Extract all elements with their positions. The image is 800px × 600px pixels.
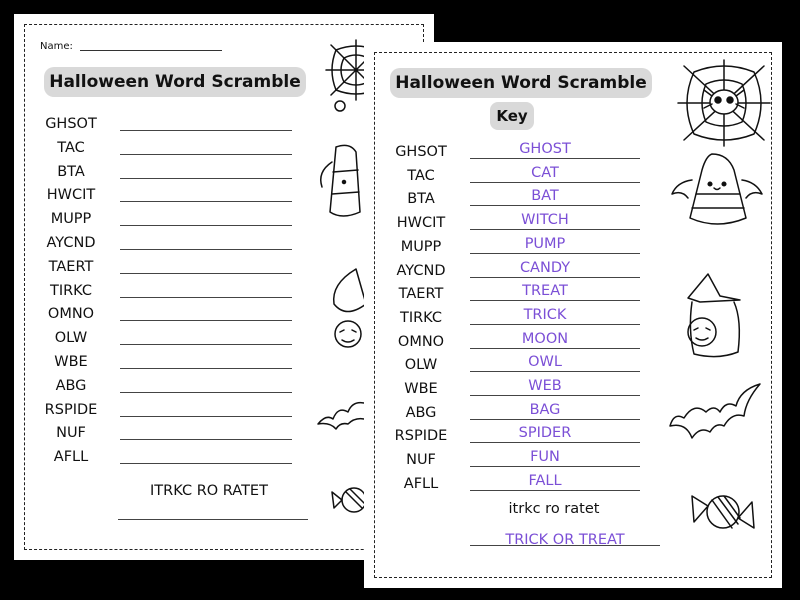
bonus-scramble-phrase: itrkc ro ratet bbox=[508, 501, 600, 517]
answer-line[interactable] bbox=[120, 297, 292, 298]
scrambled-word: TAC bbox=[57, 139, 85, 156]
worksheet-row bbox=[14, 185, 314, 207]
name-label: Name: bbox=[40, 41, 73, 52]
answer-word: CANDY bbox=[519, 259, 571, 276]
worksheet-row bbox=[14, 376, 314, 398]
wrapped-candy-icon bbox=[332, 480, 368, 520]
key-row bbox=[364, 142, 664, 164]
scrambled-word: NUF bbox=[56, 425, 86, 442]
scrambled-word: OMNO bbox=[47, 306, 95, 323]
scrambled-word: HWCIT bbox=[396, 215, 446, 232]
answer-line[interactable] bbox=[120, 439, 292, 440]
scrambled-word: AYCND bbox=[46, 235, 96, 251]
answer-line[interactable] bbox=[120, 368, 292, 369]
scrambled-word: RSPIDE bbox=[44, 401, 98, 418]
scrambled-word: WBE bbox=[404, 381, 438, 397]
bonus-answer: TRICK OR TREAT bbox=[505, 532, 625, 548]
candy-corn-icon bbox=[322, 142, 362, 222]
answer-word: SPIDER bbox=[518, 425, 572, 442]
answer-word: GHOST bbox=[519, 141, 571, 157]
name-input-line[interactable] bbox=[80, 50, 222, 51]
answer-line[interactable] bbox=[120, 130, 292, 131]
bonus-answer-line[interactable] bbox=[118, 519, 308, 520]
answer-word: OWL bbox=[528, 354, 562, 371]
answer-key-page bbox=[364, 42, 782, 588]
scrambled-word: TIRKC bbox=[399, 309, 443, 326]
key-row bbox=[364, 261, 664, 283]
answer-word: FUN bbox=[530, 449, 560, 466]
answer-line[interactable] bbox=[120, 249, 292, 250]
candy-corn-icon bbox=[672, 150, 762, 230]
answer-word: WEB bbox=[528, 378, 562, 394]
ghost-witch-icon bbox=[678, 270, 748, 360]
scrambled-word: TAERT bbox=[48, 258, 94, 275]
answer-word: BAG bbox=[529, 401, 561, 418]
worksheet-row bbox=[14, 114, 314, 136]
answer-word: FALL bbox=[528, 472, 562, 489]
bonus-scramble-phrase: ITRKC RO RATET bbox=[150, 483, 268, 499]
worksheet-row bbox=[14, 447, 314, 469]
answer-word: TRICK bbox=[523, 306, 567, 323]
answer-word: WITCH bbox=[521, 212, 569, 229]
key-row bbox=[364, 166, 664, 188]
worksheet-row bbox=[14, 209, 314, 231]
worksheet-row bbox=[14, 257, 314, 279]
wrapped-candy-icon bbox=[688, 482, 758, 542]
bat-icon bbox=[318, 394, 368, 434]
answer-word: MOON bbox=[521, 330, 569, 347]
scrambled-word: TIRKC bbox=[49, 282, 93, 299]
key-title: Halloween Word Scramble bbox=[390, 68, 652, 98]
answer-word: CAT bbox=[531, 164, 559, 181]
spider-icon bbox=[704, 82, 744, 122]
worksheet-row bbox=[14, 233, 314, 255]
worksheet-row bbox=[14, 352, 314, 374]
scrambled-word: OLW bbox=[54, 330, 88, 347]
scrambled-word: ABG bbox=[55, 377, 87, 394]
scrambled-word: AYCND bbox=[396, 262, 446, 279]
key-row bbox=[364, 474, 664, 496]
key-row bbox=[364, 308, 664, 330]
key-row bbox=[364, 213, 664, 235]
answer-line[interactable] bbox=[120, 392, 292, 393]
key-label: Key bbox=[490, 102, 534, 130]
key-row bbox=[364, 403, 664, 425]
worksheet-row bbox=[14, 138, 314, 160]
scrambled-word: RSPIDE bbox=[394, 428, 448, 445]
worksheet-row bbox=[14, 423, 314, 445]
key-row bbox=[364, 189, 664, 211]
scrambled-word: ABG bbox=[405, 404, 437, 421]
answer-line[interactable] bbox=[120, 225, 292, 226]
answer-line[interactable] bbox=[120, 178, 292, 179]
scrambled-word: MUPP bbox=[400, 238, 442, 255]
worksheet-row bbox=[14, 281, 314, 303]
bat-icon bbox=[670, 382, 760, 446]
scrambled-word: BTA bbox=[407, 191, 435, 208]
answer-line[interactable] bbox=[120, 320, 292, 321]
answer-line[interactable] bbox=[120, 416, 292, 417]
key-row bbox=[364, 426, 664, 448]
scrambled-word: TAERT bbox=[398, 286, 444, 303]
answer-line[interactable] bbox=[120, 201, 292, 202]
scrambled-word: TAC bbox=[407, 167, 435, 184]
scrambled-word: GHSOT bbox=[45, 116, 97, 132]
answer-word: BAT bbox=[531, 188, 559, 205]
scrambled-word: HWCIT bbox=[46, 187, 96, 204]
scrambled-word: AFLL bbox=[53, 449, 89, 466]
scrambled-word: GHSOT bbox=[395, 144, 447, 160]
key-row bbox=[364, 379, 664, 401]
scrambled-word: MUPP bbox=[50, 211, 92, 228]
answer-word: PUMP bbox=[524, 235, 566, 252]
worksheet-row bbox=[14, 328, 314, 350]
answer-line[interactable] bbox=[120, 344, 292, 345]
key-row bbox=[364, 284, 664, 306]
worksheet-row bbox=[14, 162, 314, 184]
scrambled-word: WBE bbox=[54, 354, 88, 370]
scrambled-word: BTA bbox=[57, 163, 85, 180]
worksheet-title: Halloween Word Scramble bbox=[44, 67, 306, 97]
key-row bbox=[364, 332, 664, 354]
worksheet-row bbox=[14, 304, 314, 326]
scrambled-word: OLW bbox=[404, 357, 438, 374]
key-row bbox=[364, 450, 664, 472]
key-row bbox=[364, 237, 664, 259]
scrambled-word: AFLL bbox=[403, 475, 439, 492]
scrambled-word: OMNO bbox=[397, 333, 445, 350]
scrambled-word: NUF bbox=[406, 452, 436, 469]
answer-line[interactable] bbox=[120, 154, 292, 155]
ghost-witch-icon bbox=[326, 264, 366, 354]
key-row bbox=[364, 355, 664, 377]
answer-word: TREAT bbox=[522, 283, 568, 300]
answer-line[interactable] bbox=[120, 273, 292, 274]
worksheet-row bbox=[14, 400, 314, 422]
answer-line[interactable] bbox=[120, 463, 292, 464]
